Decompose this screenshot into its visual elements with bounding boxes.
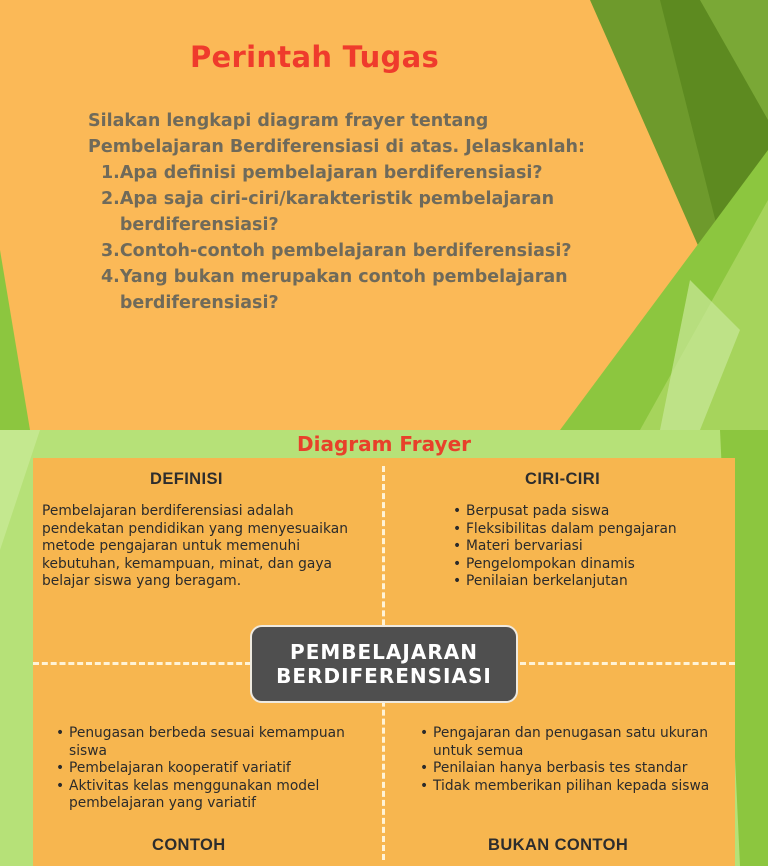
list-item: • Penilaian berkelanjutan (452, 573, 737, 591)
list-item: • Pengelompokan dinamis (452, 556, 737, 574)
horizontal-divider-left (33, 662, 251, 665)
frayer-slide (0, 430, 768, 866)
question-text: Apa saja ciri-ciri/karakteristik pembelajaran berdiferensiasi? (119, 189, 555, 235)
definisi-text: Pembelajaran berdiferensiasi adalah pendekatan pendidikan yang menyesuaikan metode pengajaran untuk memenuhi kebutuhan, kemampuan, minat, dan gaya belajar siswa yang beragam. (42, 503, 348, 590)
list-item: • Aktivitas kelas menggunakan model pembelajaran yang variatif (55, 778, 375, 813)
question-text: Apa definisi pembelajaran berdiferensiasi? (119, 163, 543, 183)
definisi-heading: DEFINISI (150, 470, 223, 488)
question-item (101, 160, 601, 186)
bukan-contoh-heading: BUKAN CONTOH (488, 836, 629, 854)
frayer-diagram (33, 458, 735, 866)
list-item: • Penugasan berbeda sesuai kemampuan siswa (55, 725, 375, 760)
center-line-2: BERDIFERENSIASI (276, 664, 492, 688)
question-number: 2. (101, 189, 120, 209)
ciri-ciri-list (452, 503, 737, 591)
question-item (101, 186, 601, 238)
task-intro: Silakan lengkapi diagram frayer tentang Pembelajaran Berdiferensiasi di atas. Jelaskanlah: (88, 111, 585, 157)
task-slide (0, 0, 768, 430)
question-item (101, 238, 601, 264)
ciri-ciri-heading: CIRI-CIRI (525, 470, 601, 488)
question-text: Contoh-contoh pembelajaran berdiferensiasi? (119, 241, 572, 261)
diagram-title: Diagram Frayer (296, 432, 472, 456)
contoh-heading: CONTOH (152, 836, 226, 854)
list-item: • Tidak memberikan pilihan kepada siswa (419, 778, 731, 796)
question-number: 1. (101, 163, 120, 183)
question-list (101, 160, 601, 316)
question-text: Yang bukan merupakan contoh pembelajaran berdiferensiasi? (119, 267, 568, 313)
list-item: • Penilaian hanya berbasis tes standar (419, 760, 731, 778)
center-concept-box (250, 625, 518, 703)
question-number: 4. (101, 267, 120, 287)
question-item (101, 264, 601, 316)
list-item: • Materi bervariasi (452, 538, 737, 556)
horizontal-divider-right (520, 662, 735, 665)
left-green-triangle (0, 250, 30, 430)
list-item: • Fleksibilitas dalam pengajaran (452, 521, 737, 539)
list-item: • Berpusat pada siswa (452, 503, 737, 521)
task-title: Perintah Tugas (190, 40, 440, 74)
bukan-contoh-list (419, 725, 731, 795)
list-item: • Pengajaran dan penugasan satu ukuran untuk semua (419, 725, 731, 760)
list-item: • Pembelajaran kooperatif variatif (55, 760, 375, 778)
center-line-1: PEMBELAJARAN (290, 640, 478, 664)
contoh-list (55, 725, 375, 813)
question-number: 3. (101, 241, 120, 261)
